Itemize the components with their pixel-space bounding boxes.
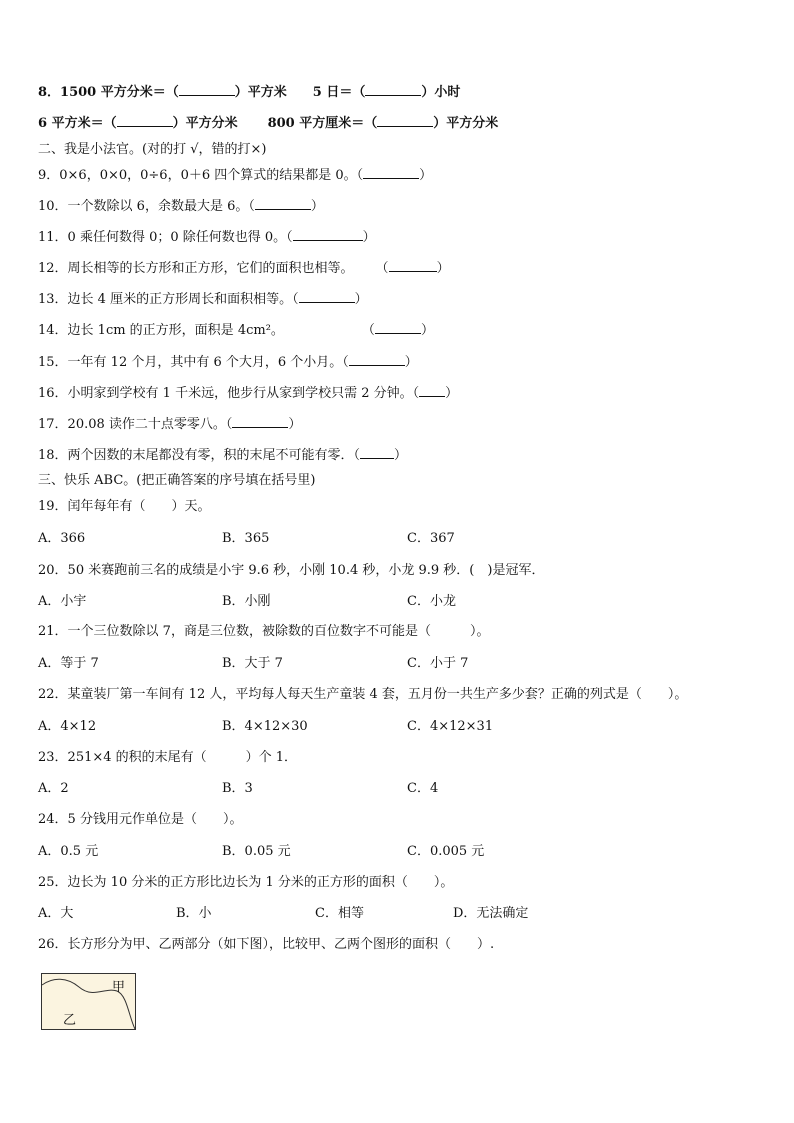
question-25: 25．边长为 10 分米的正方形比边长为 1 分米的正方形的面积（ ）。 bbox=[38, 875, 454, 890]
question-16: 16．小明家到学校有 1 千米远，他步行从家到学校只需 2 分钟。（ ） bbox=[38, 386, 459, 401]
question-18: 18．两个因数的末尾都没有零，积的末尾不可能有零．（ ） bbox=[38, 448, 408, 463]
option-a[interactable]: A．4×12 bbox=[38, 719, 97, 734]
question-26: 26．长方形分为甲、乙两部分（如下图），比较甲、乙两个图形的面积（ ）. bbox=[38, 937, 495, 952]
question-17: 17．20.08 读作二十点零零八。（ ） bbox=[38, 417, 302, 432]
question-23: 23．251×4 的积的末尾有（ ）个 1． bbox=[38, 750, 298, 765]
option-b[interactable]: B．4×12×30 bbox=[222, 719, 308, 734]
option-c[interactable]: C．0.005 元 bbox=[407, 844, 485, 859]
answer-blank[interactable] bbox=[299, 291, 355, 303]
option-d[interactable]: D．无法确定 bbox=[453, 906, 529, 921]
section-heading-judge: 二、我是小法官。(对的打 √，错的打×) bbox=[38, 142, 267, 157]
answer-blank[interactable] bbox=[255, 198, 311, 210]
option-a[interactable]: A．366 bbox=[38, 531, 86, 546]
option-a[interactable]: A．等于 7 bbox=[38, 656, 99, 671]
answer-blank[interactable] bbox=[363, 167, 419, 179]
question-10: 10．一个数除以 6，余数最大是 6。（ ） bbox=[38, 199, 324, 214]
q8-line1: 8．1500 平方分米＝（ ）平方米 5 日＝（ ）小时 bbox=[38, 85, 461, 100]
option-b[interactable]: B．大于 7 bbox=[222, 656, 283, 671]
label-jia: 甲 bbox=[112, 980, 126, 995]
answer-blank[interactable] bbox=[349, 354, 405, 366]
question-21: 21．一个三位数除以 7，商是三位数，被除数的百位数字不可能是（ ）。 bbox=[38, 624, 490, 639]
question-22: 22．某童装厂第一车间有 12 人，平均每人每天生产童装 4 套，五月份一共生产多少套？正确的列式是（ ）。 bbox=[38, 687, 688, 702]
question-12: 12．周长相等的长方形和正方形，它们的面积也相等。 （ ） bbox=[38, 261, 450, 276]
option-b[interactable]: B．365 bbox=[222, 531, 270, 546]
answer-blank[interactable] bbox=[179, 84, 235, 96]
question-11: 11．0 乘任何数得 0；0 除任何数也得 0。（ ） bbox=[38, 230, 376, 245]
option-b[interactable]: B．小刚 bbox=[222, 594, 271, 609]
answer-blank[interactable] bbox=[117, 115, 173, 127]
option-a[interactable]: A．0.5 元 bbox=[38, 844, 99, 859]
question-15: 15．一年有 12 个月，其中有 6 个大月，6 个小月。（ ） bbox=[38, 355, 418, 370]
answer-blank[interactable] bbox=[375, 322, 421, 334]
q8-line2: 6 平方米＝（ ）平方分米 800 平方厘米＝（ ）平方分米 bbox=[38, 116, 499, 131]
answer-blank[interactable] bbox=[293, 229, 363, 241]
option-b[interactable]: B．0.05 元 bbox=[222, 844, 291, 859]
label-yi: 乙 bbox=[63, 1013, 77, 1028]
option-c[interactable]: C．小龙 bbox=[407, 594, 456, 609]
question-13: 13．边长 4 厘米的正方形周长和面积相等。（ ） bbox=[38, 292, 368, 307]
option-c[interactable]: C．小于 7 bbox=[407, 656, 469, 671]
rectangle-figure bbox=[41, 973, 136, 1030]
question-20: 20．50 米赛跑前三名的成绩是小宇 9.6 秒，小刚 10.4 秒，小龙 9.9 秒．( )是冠军． bbox=[38, 563, 545, 578]
answer-blank[interactable] bbox=[365, 84, 421, 96]
question-14: 14．边长 1cm 的正方形，面积是 4cm²。 （ ） bbox=[38, 323, 434, 338]
option-c[interactable]: C．367 bbox=[407, 531, 455, 546]
option-c[interactable]: C．4 bbox=[407, 781, 439, 796]
option-c[interactable]: C．相等 bbox=[315, 906, 364, 921]
answer-blank[interactable] bbox=[389, 260, 437, 272]
question-24: 24．5 分钱用元作单位是（ ）。 bbox=[38, 812, 243, 827]
section-heading-choice: 三、快乐 ABC。(把正确答案的序号填在括号里) bbox=[38, 473, 316, 488]
answer-blank[interactable] bbox=[419, 385, 445, 397]
option-b[interactable]: B．3 bbox=[222, 781, 253, 796]
answer-blank[interactable] bbox=[360, 447, 394, 459]
option-c[interactable]: C．4×12×31 bbox=[407, 719, 494, 734]
option-a[interactable]: A．大 bbox=[38, 906, 74, 921]
option-a[interactable]: A．2 bbox=[38, 781, 69, 796]
question-19: 19．闰年每年有（ ）天。 bbox=[38, 499, 211, 514]
question-9: 9．0×6，0×0，0÷6，0＋6 四个算式的结果都是 0。（ ） bbox=[38, 168, 433, 183]
option-a[interactable]: A．小宇 bbox=[38, 594, 87, 609]
option-b[interactable]: B．小 bbox=[176, 906, 212, 921]
answer-blank[interactable] bbox=[232, 416, 288, 428]
answer-blank[interactable] bbox=[377, 115, 433, 127]
